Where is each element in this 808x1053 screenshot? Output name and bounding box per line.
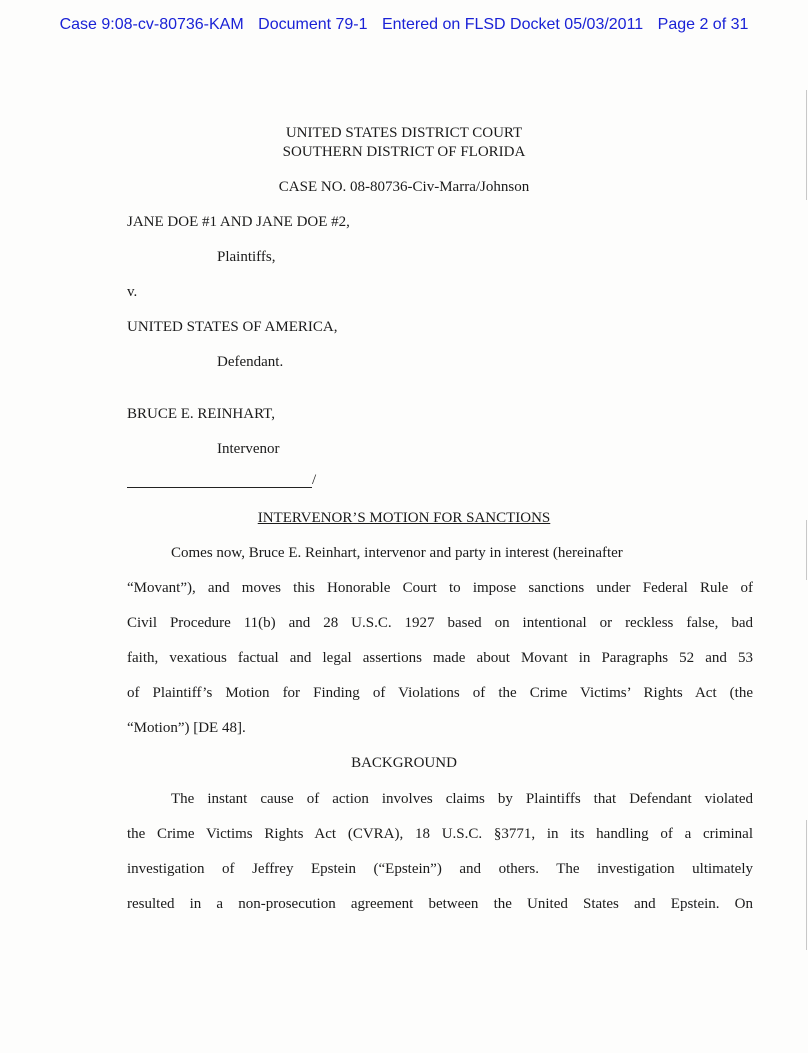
court-name-line1: UNITED STATES DISTRICT COURT [285, 125, 523, 141]
header-page-number: Page 2 of 31 [657, 16, 749, 33]
versus: v. [127, 284, 138, 300]
intro-line: Civil Procedure 11(b) and 28 U.S.C. 1927 based on intentional or reckless false, bad [127, 615, 753, 631]
header-document-number: Document 79-1 [258, 16, 368, 33]
background-line: the Crime Victims Rights Act (CVRA), 18 U.S.C. §3771, in its handling of a criminal [127, 826, 753, 842]
header-case-number: Case 9:08-cv-80736-KAM [59, 16, 244, 33]
scan-edge-mark [806, 90, 807, 200]
plaintiffs-name: JANE DOE #1 AND JANE DOE #2, [127, 214, 350, 230]
intervenor-name: BRUCE E. REINHART, [127, 406, 275, 422]
background-heading: BACKGROUND [351, 755, 457, 771]
plaintiffs-role: Plaintiffs, [217, 249, 276, 265]
intro-line: Comes now, Bruce E. Reinhart, intervenor and party in interest (hereinafter [171, 545, 623, 561]
intro-line: “Movant”), and moves this Honorable Court to impose sanctions under Federal Rule of [127, 580, 753, 596]
intro-line: faith, vexatious factual and legal assertions made about Movant in Paragraphs 52 and 53 [127, 650, 753, 666]
motion-title: INTERVENOR’S MOTION FOR SANCTIONS [257, 510, 551, 526]
defendant-role: Defendant. [217, 354, 284, 370]
caption-slash: / [312, 472, 317, 488]
header-entered-date: Entered on FLSD Docket 05/03/2011 [381, 16, 644, 33]
background-line: investigation of Jeffrey Epstein (“Epstein”) and others. The investigation ultimately [127, 861, 753, 877]
caption-rule [127, 487, 312, 488]
docket-header [0, 16, 808, 34]
background-line: resulted in a non-prosecution agreement between the United States and Epstein. On [127, 896, 753, 912]
intro-line: of Plaintiff’s Motion for Finding of Violations of the Crime Victims’ Rights Act (the [127, 685, 753, 701]
defendant-name: UNITED STATES OF AMERICA, [127, 319, 338, 335]
court-name-line2: SOUTHERN DISTRICT OF FLORIDA [282, 144, 526, 160]
scan-edge-mark [806, 520, 807, 580]
intervenor-role: Intervenor [217, 441, 280, 457]
intro-line: “Motion”) [DE 48]. [127, 720, 246, 736]
case-number: CASE NO. 08-80736-Civ-Marra/Johnson [278, 179, 530, 195]
background-line: The instant cause of action involves claims by Plaintiffs that Defendant violated [171, 791, 753, 807]
scan-edge-mark [806, 820, 807, 950]
